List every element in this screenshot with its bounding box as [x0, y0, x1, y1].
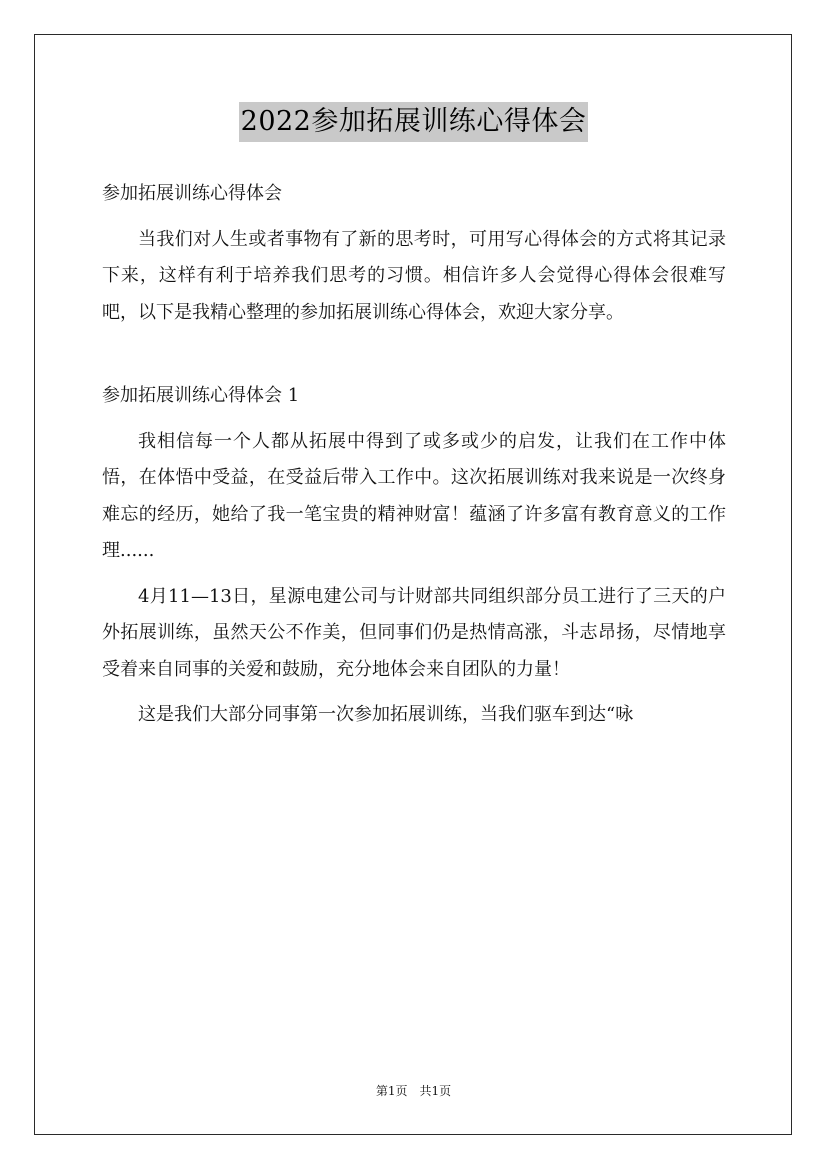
document-body	[102, 176, 726, 734]
body-paragraph: 4月11—13日，星源电建公司与计财部共同组织部分员工进行了三天的户外拓展训练，虽然天公不作美，但同事们仍是热情高涨，斗志昂扬，尽情地享受着来自同事的关爱和鼓励，充分地体会来自团队的力量！	[102, 585, 726, 680]
body-paragraph: 我相信每一个人都从拓展中得到了或多或少的启发，让我们在工作中体悟，在体悟中受益，在受益后带入工作中。这次拓展训练对我来说是一次终身难忘的经历，她给了我一笔宝贵的精神财富！蕴涵了许多富有教育意义的工作理......	[102, 430, 726, 561]
title-container	[0, 102, 827, 142]
page-footer	[0, 1083, 827, 1099]
intro-paragraph: 当我们对人生或者事物有了新的思考时，可用写心得体会的方式将其记录下来，这样有利于培养我们思考的习惯。相信许多人会觉得心得体会很难写吧，以下是我精心整理的参加拓展训练心得体会，欢迎大家分享。	[102, 228, 726, 323]
intro-heading: 参加拓展训练心得体会	[102, 183, 282, 204]
document-title: 2022参加拓展训练心得体会	[239, 102, 589, 142]
page-number: 第1页	[375, 1084, 408, 1098]
page-total: 共1页	[419, 1084, 452, 1098]
body-paragraph: 这是我们大部分同事第一次参加拓展训练，当我们驱车到达“咏	[138, 704, 634, 725]
section-heading: 参加拓展训练心得体会 1	[102, 385, 300, 406]
